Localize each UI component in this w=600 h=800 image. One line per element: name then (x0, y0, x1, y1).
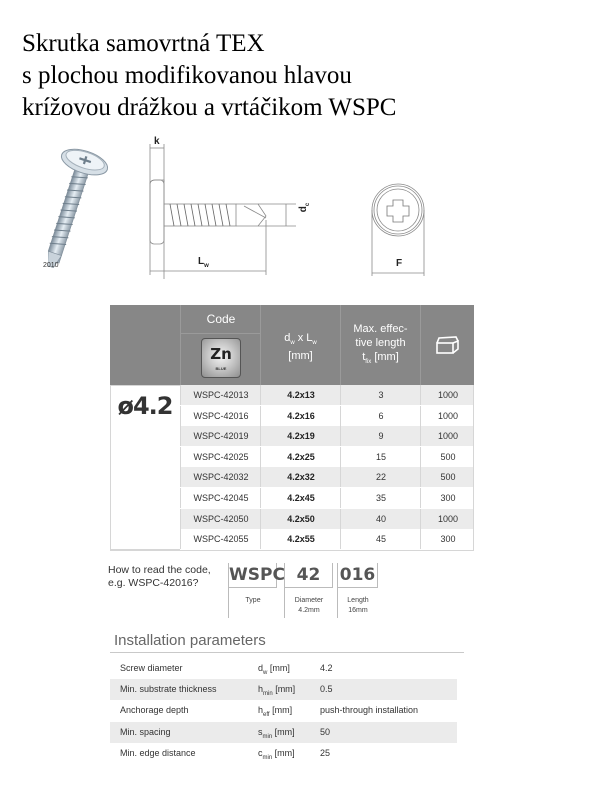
document-title (22, 28, 396, 124)
product-table-header (110, 305, 474, 385)
product-size: 4.2x25 (260, 447, 341, 467)
parameter-symbol-sub: min (263, 691, 273, 698)
dimension-L-label (198, 256, 209, 269)
parameter-unit: [mm] (272, 747, 295, 758)
dimension-d-symbol: d (298, 206, 310, 213)
header-d-symbol: d (284, 332, 291, 344)
header-max-line2: tive length (355, 337, 406, 349)
table-row (180, 385, 474, 405)
dimension-d-label (298, 203, 311, 212)
parameter-value: 4.2 (320, 663, 333, 673)
product-size: 4.2x45 (260, 488, 341, 508)
product-size: 4.2x55 (260, 529, 341, 549)
parameter-symbol-sub: min (262, 754, 273, 761)
product-code: WSPC-42025 (180, 447, 261, 467)
product-max-length: 9 (340, 426, 421, 446)
product-max-length: 15 (340, 447, 421, 467)
parameter-symbol-letter: h (258, 684, 264, 695)
parameter-value: 25 (320, 747, 331, 758)
parameter-symbol-sub: w (263, 670, 268, 676)
parameter-name: Anchorage depth (120, 705, 189, 716)
code-part-label-2: 4.2mm (298, 607, 320, 614)
parameter-symbol (258, 743, 295, 769)
diameter-cell (110, 385, 180, 550)
product-code: WSPC-42055 (180, 529, 261, 549)
parameter-value: 50 (320, 726, 331, 737)
header-t-sub: fix (365, 359, 372, 365)
product-size: 4.2x13 (260, 385, 341, 405)
product-code: WSPC-42050 (180, 509, 261, 529)
product-package-qty: 1000 (420, 385, 475, 405)
code-part-type (228, 563, 285, 618)
product-size: 4.2x50 (260, 509, 341, 529)
product-max-length: 6 (340, 406, 421, 426)
product-package-qty: 500 (420, 467, 475, 487)
screw-side-view-drawing (140, 134, 300, 279)
header-x-L: x L (294, 332, 313, 344)
code-part-value: 016 (338, 563, 378, 588)
product-package-qty: 1000 (420, 509, 475, 529)
product-code: WSPC-42045 (180, 488, 261, 508)
installation-parameter-row (110, 722, 457, 743)
product-code: WSPC-42019 (180, 426, 261, 446)
screw-head-front-view-drawing (360, 172, 450, 277)
code-part-length (337, 563, 378, 618)
parameter-symbol-letter: s (258, 726, 263, 737)
header-max-effective-length (340, 305, 420, 385)
question-line-2: e.g. WSPC-42016? (108, 577, 199, 589)
product-package-qty: 500 (420, 447, 475, 467)
dimension-L-sub: w (204, 263, 209, 269)
zn-badge-subtext: BLUE (215, 366, 227, 371)
table-row (180, 426, 474, 446)
parameter-name: Min. spacing (120, 726, 171, 737)
header-t-symbol: t (362, 351, 366, 363)
product-size: 4.2x16 (260, 406, 341, 426)
product-size: 4.2x19 (260, 426, 341, 446)
product-code: WSPC-42032 (180, 467, 261, 487)
code-part-diameter (284, 563, 333, 618)
photo-label: 2010 (43, 262, 59, 269)
zn-blue-coating-badge (201, 338, 241, 378)
code-part-label: Type (245, 597, 261, 604)
product-package-qty: 300 (420, 529, 475, 549)
product-max-length: 40 (340, 509, 421, 529)
title-line-3: krížovou drážkou a vrtáčikom WSPC (22, 94, 397, 121)
product-code: WSPC-42013 (180, 385, 261, 405)
header-dimensions (260, 305, 340, 385)
title-line-2: s plochou modifikovanou hlavou (22, 62, 352, 89)
header-d-sub: w (290, 340, 295, 346)
installation-title-divider (110, 652, 464, 653)
table-row (180, 447, 474, 467)
question-line-1: How to read the code, (108, 564, 211, 576)
header-max-unit: [mm] (371, 351, 399, 363)
table-bottom-border (110, 550, 474, 551)
table-row (180, 467, 474, 487)
parameter-symbol-letter: c (258, 747, 263, 758)
dimension-L-symbol: L (198, 256, 205, 267)
header-L-sub: w (312, 340, 317, 346)
parameter-unit: [mm] (272, 726, 295, 737)
parameter-symbol-sub: min (262, 733, 273, 740)
parameter-unit: [mm] (267, 663, 290, 673)
parameter-unit: [mm] (269, 705, 293, 716)
dimension-d-sub: c (305, 202, 312, 207)
product-package-qty: 1000 (420, 406, 475, 426)
code-part-label: Length (347, 597, 369, 604)
parameter-symbol-sub: eff (263, 712, 270, 719)
code-reading-question (108, 564, 211, 590)
diameter-label: ø4.2 (117, 392, 173, 420)
parameter-unit: [mm] (272, 684, 296, 695)
installation-parameters-title: Installation parameters (114, 632, 266, 649)
parameter-symbol-letter: h (258, 705, 264, 716)
parameter-name: Min. edge distance (120, 747, 196, 758)
screw-photo (48, 140, 118, 280)
box-icon (435, 335, 461, 355)
header-package-quantity (420, 305, 475, 385)
product-size: 4.2x32 (260, 467, 341, 487)
header-max-line1: Max. effec- (353, 323, 408, 335)
dimension-F-label: F (396, 258, 403, 269)
installation-parameter-row (110, 700, 457, 721)
table-row (180, 488, 474, 508)
title-line-1: Skrutka samovrtná TEX (22, 30, 265, 57)
table-right-border (473, 385, 474, 550)
table-row (180, 529, 474, 549)
code-part-label-2: 16mm (348, 607, 368, 614)
product-max-length: 3 (340, 385, 421, 405)
product-package-qty: 1000 (420, 426, 475, 446)
parameter-name: Screw diameter (120, 663, 183, 673)
product-max-length: 35 (340, 488, 421, 508)
parameter-symbol-letter: d (258, 663, 264, 673)
installation-parameter-row (110, 743, 457, 764)
product-package-qty: 300 (420, 488, 475, 508)
code-part-value: 42 (285, 563, 333, 588)
code-part-label: Diameter (294, 597, 324, 604)
product-code: WSPC-42016 (180, 406, 261, 426)
installation-parameter-row (110, 658, 457, 679)
parameter-name: Min. substrate thickness (120, 684, 217, 695)
installation-parameter-row (110, 679, 457, 700)
zn-badge-text: Zn (210, 345, 232, 363)
code-part-value: WSPC (229, 563, 277, 588)
product-max-length: 22 (340, 467, 421, 487)
parameter-value: push-through installation (320, 705, 419, 716)
parameter-value: 0.5 (320, 684, 333, 695)
dimension-k-label: k (154, 136, 160, 147)
product-max-length: 45 (340, 529, 421, 549)
table-row (180, 406, 474, 426)
header-code: Code (180, 305, 261, 334)
table-row (180, 509, 474, 529)
header-dimensions-unit: [mm] (288, 350, 313, 362)
